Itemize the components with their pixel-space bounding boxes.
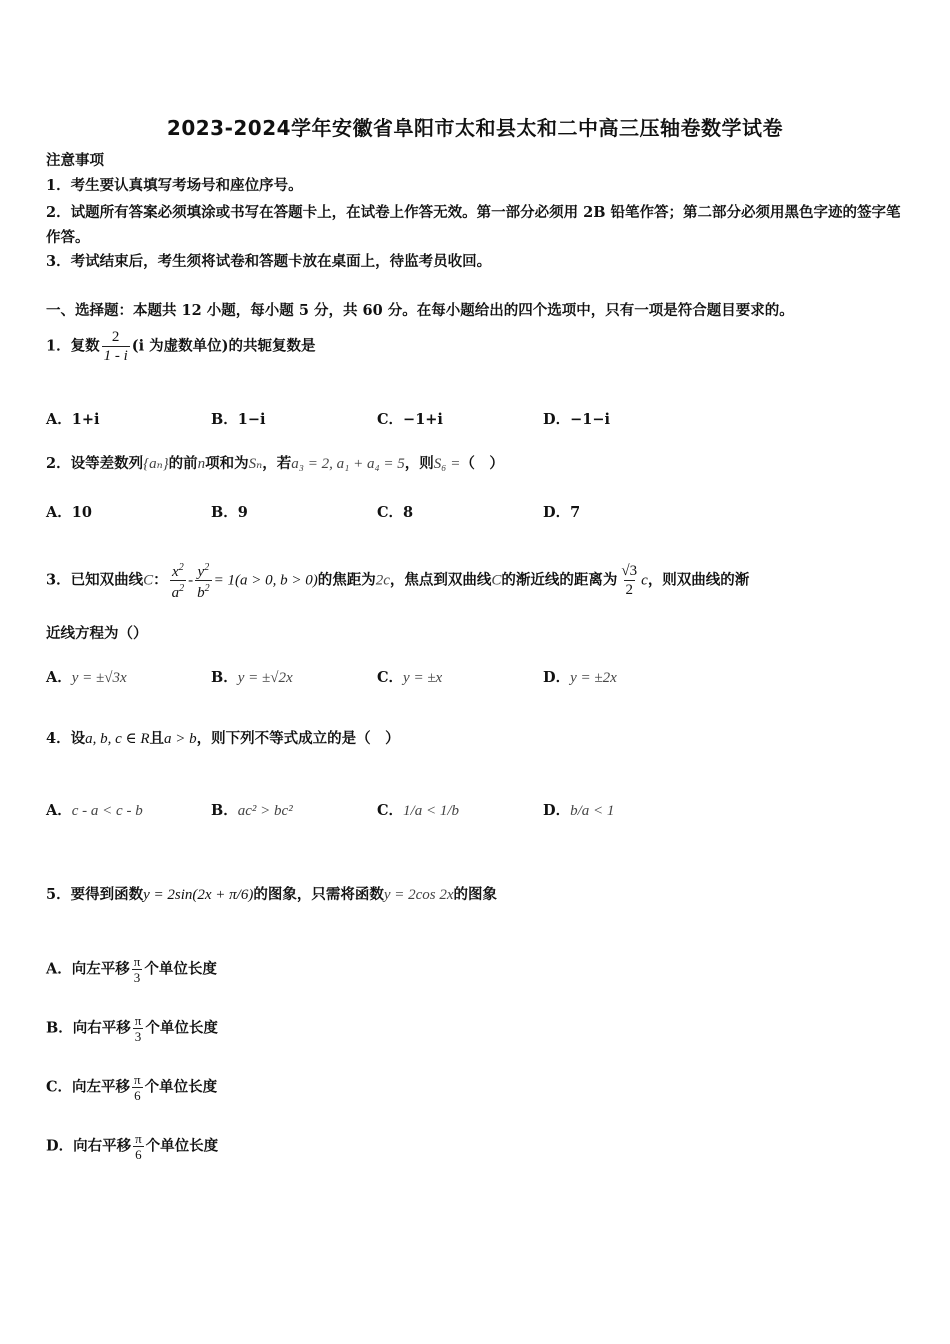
q3-eq-rest: = 1(a > 0, b > 0) <box>213 572 318 589</box>
q2-option-a: A．10 <box>46 504 92 521</box>
q3-dist-num: √3 <box>621 563 638 579</box>
notice-item-2: 2．试题所有答案必须填涂或书写在答题卡上，在试卷上作答无效。第一部分必须用 2B 铅笔作答；第二部分必须用黑色字迹的签字笔作答。 <box>46 204 901 246</box>
q3-c-expr: y = ±x <box>403 670 443 686</box>
q4-b-expr: ac² > bc² <box>237 803 293 819</box>
q3-dist-den: 2 <box>625 582 634 598</box>
question-4 <box>46 728 906 750</box>
q1-option-a: A．1+i <box>46 411 100 428</box>
q4-option-b: B．ac² > bc² <box>211 802 293 819</box>
q3-option-a: A．y = ±√3x <box>46 669 127 686</box>
q1-fraction <box>102 328 130 365</box>
q4-option-a: A．c - a < c - b <box>46 802 143 819</box>
q4-number: 4．设 <box>46 730 86 747</box>
q3-option-d: D．y = ±2x <box>543 669 617 686</box>
q3-c: C <box>143 572 154 589</box>
q3-a-expr: y = ±√3x <box>71 670 127 686</box>
q1-option-d: D．−1−i <box>543 411 610 428</box>
q3-t1: 的焦距为 <box>317 571 376 589</box>
q1-option-b: B．1−i <box>211 411 266 428</box>
q3-c2: C <box>491 572 502 589</box>
q2-t2: 项和为 <box>205 455 249 472</box>
q4-cond1: a, b, c ∈ R <box>85 731 150 747</box>
q2-n: n <box>197 456 206 472</box>
q3-cvar: c <box>641 572 648 589</box>
question-1 <box>46 328 906 365</box>
q5-t1: 的图象，只需将函数 <box>253 886 384 903</box>
q2-t4: ，则 <box>404 455 434 472</box>
q2-option-d: D．7 <box>543 504 581 521</box>
q5-option-a: A．向左平移 $\frac{\pi}{3}$ 个单位长度 <box>46 954 217 985</box>
q3-2c: 2c <box>375 572 390 589</box>
q3-y-term: $\frac{y^2}{b^2}$ <box>197 562 210 601</box>
q4-t2: ，则下列不等式成立的是（ ） <box>196 730 400 747</box>
q5-function-2: y = 2cos 2x <box>383 887 454 903</box>
section-heading: 一、选择题：本题共 12 小题，每小题 5 分，共 60 分。在每小题给出的四个选项中，只有一项是符合题目要求的。 <box>46 302 794 319</box>
notice-item-1: 1．考生要认真填写考场号和座位序号。 <box>46 177 303 194</box>
q1-option-c: C．−1+i <box>377 411 443 428</box>
q3-colon: ： <box>153 571 168 589</box>
q4-c-expr: 1/a < 1/b <box>403 803 460 819</box>
q2-option-c: C．8 <box>377 504 414 521</box>
q2-t3: ，若 <box>262 455 292 472</box>
q3-option-b: B．y = ±√2x <box>211 669 293 686</box>
q3-t3: 的渐近线的距离为 <box>501 571 618 589</box>
q4-option-c: C．1/a < 1/b <box>377 802 460 819</box>
q5-option-c: C．向左平移 $\frac{\pi}{6}$ 个单位长度 <box>46 1072 218 1103</box>
q3-d-expr: y = ±2x <box>570 670 617 686</box>
q5-option-d: D．向右平移 $\frac{\pi}{6}$ 个单位长度 <box>46 1131 219 1162</box>
q2-sn: Sₙ <box>248 456 263 472</box>
question-2 <box>46 453 906 475</box>
q2-t5: （ ） <box>460 455 504 472</box>
q3-distance <box>619 562 639 599</box>
q5-t2: 的图象 <box>453 886 498 903</box>
q2-t1: 的前 <box>168 455 198 472</box>
q1-frac-num: 2 <box>111 329 120 345</box>
q4-t1: 且 <box>149 730 165 747</box>
q2-sequence: {aₙ} <box>143 456 169 472</box>
notice-item-3: 3．考试结束后，考生须将试卷和答题卡放在桌面上，待监考员收回。 <box>46 253 492 270</box>
q1-number: 1．复数 <box>46 337 100 355</box>
question-3: 3．已知双曲线C： $\frac{x^2}{a^2}$ - $\frac{y^2}{b^2}$ = 1(a > 0, b > 0)的焦距为2c，焦点到双曲线C的渐近线的距离为 $\frac{√3}{2}$ c，则双曲线的渐 <box>46 562 750 601</box>
q5-option-b: B．向右平移 $\frac{\pi}{3}$ 个单位长度 <box>46 1013 218 1044</box>
q3-t2: ，焦点到双曲线 <box>389 571 492 589</box>
q3-t4: ，则双曲线的渐 <box>647 571 750 589</box>
question-5 <box>46 884 906 906</box>
q4-cond2: a > b <box>164 731 197 747</box>
page-title: 2023-2024学年安徽省阜阳市太和县太和二中高三压轴卷数学试卷 <box>166 116 784 140</box>
q5-function-1: y = 2sin(2x + π/6) <box>143 887 254 903</box>
q2-option-b: B．9 <box>211 504 248 521</box>
q3-number: 3．已知双曲线 <box>46 571 144 589</box>
q4-option-d: D．b/a < 1 <box>543 802 615 819</box>
q3-x-term: $\frac{x^2}{a^2}$ <box>171 562 185 601</box>
notice-heading: 注意事项 <box>46 152 104 169</box>
q3-option-c: C．y = ±x <box>377 669 443 686</box>
q1-text: (i 为虚数单位)的共轭复数是 <box>131 337 316 355</box>
q1-frac-den: 1 - i <box>103 348 128 364</box>
q2-number: 2．设等差数列 <box>46 455 144 472</box>
q4-d-expr: b/a < 1 <box>570 803 615 819</box>
q5-number: 5．要得到函数 <box>46 886 144 903</box>
q2-s6: S₆ = <box>433 456 461 472</box>
q3-b-expr: y = ±√2x <box>237 670 293 686</box>
q3-continued: 近线方程为（） <box>46 625 148 642</box>
q2-condition: a₃ = 2, a₁ + a₄ = 5 <box>291 456 405 472</box>
q4-a-expr: c - a < c - b <box>71 803 143 819</box>
